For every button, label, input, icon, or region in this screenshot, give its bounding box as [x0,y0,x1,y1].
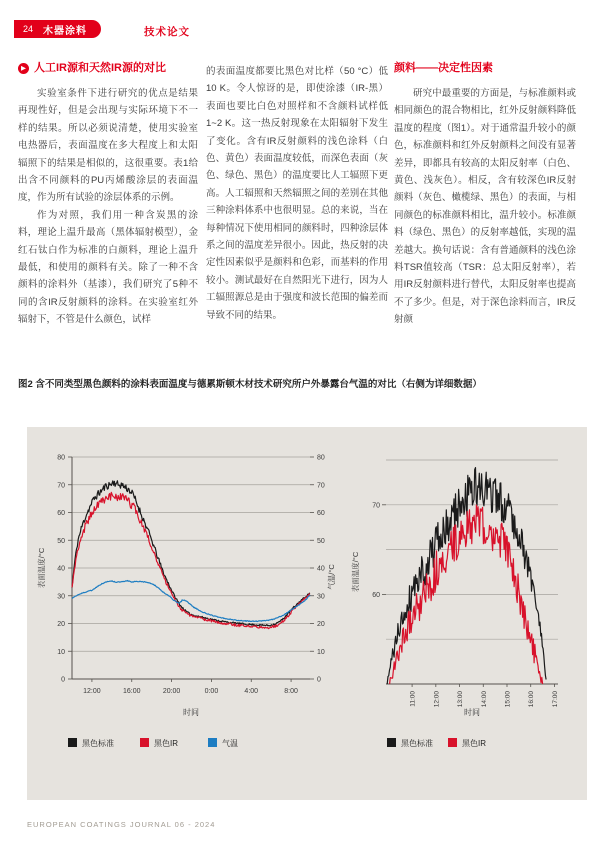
column-1-paragraph-1: 实验室条件下进行研究的优点是结果再现性好，但是会出现与实际环境下不一样的结果。所以必须说清楚，使用实验室电热器后，表面温度在多大程度上和太阳辐照下的结果是相似的，这很重要。表1给出含不同颜料的PU丙烯酸涂层的表面温度，作为所有试验的涂层体系的示例。 [18,88,198,204]
column-3-heading-text: 颜料——决定性因素 [394,62,493,74]
svg-text:20:00: 20:00 [162,688,181,695]
svg-text:30: 30 [317,593,325,601]
svg-text:表面温度/°C: 表面温度/°C [351,551,360,593]
column-3-heading [394,62,576,75]
svg-text:80: 80 [57,454,65,462]
page-number: 24 [23,24,34,34]
svg-text:11:00: 11:00 [409,691,417,707]
journal-footer: EUROPEAN COATINGS JOURNAL 06 - 2024 [27,820,216,829]
svg-text:60: 60 [57,510,65,517]
svg-text:黑色IR: 黑色IR [462,739,486,748]
header-badge [14,20,101,38]
svg-text:50: 50 [317,537,325,545]
column-1-heading [18,62,198,75]
svg-text:13:00: 13:00 [457,691,465,708]
svg-text:10: 10 [57,648,65,656]
arrow-bullet-icon: ▶ [18,63,29,74]
svg-text:气温: 气温 [222,739,238,748]
column-3 [394,62,576,329]
svg-text:黑色标准: 黑色标准 [401,739,433,748]
svg-text:70: 70 [317,482,325,490]
svg-text:时间: 时间 [183,708,199,717]
column-3-paragraph: 研究中最重要的方面是，与标准颜料或相同颜色的混合物相比，红外反射颜料降低温度的程度（图1）。对于通常温升较小的颜色，标准颜料和红外反射颜料之间没有显著差异，即都具有较高的太阳反射率（白色、黄色、浅灰色）。相反，含有较深色IR反射颜料（灰色、橄榄绿、黑色）的表面，与相同颜色的标准颜料相比，温升较小。标准颜料（绿色、黑色）的反射率越低，实现的温差越大。换句话说：含有普通颜料的浅色涂料TSR值较高（TSR：总太阳反射率），若用IR反射颜料进行替代，太阳反射率也提高不了多少。但是，对于深色涂料而言，IR反射颜 [394,88,576,326]
svg-text:表面温度/°C: 表面温度/°C [37,547,46,589]
svg-text:50: 50 [57,537,65,545]
svg-text:30: 30 [57,593,65,601]
svg-text:60: 60 [372,591,380,599]
column-1 [18,62,198,329]
svg-text:0:00: 0:00 [204,688,219,695]
svg-text:气温/°C: 气温/°C [327,564,336,590]
svg-text:12:00: 12:00 [83,688,101,695]
section-title: 木器涂料 [43,25,88,37]
svg-text:40: 40 [317,565,325,573]
svg-text:0: 0 [61,676,65,684]
svg-text:时间: 时间 [464,708,480,717]
svg-text:17:00: 17:00 [551,691,559,708]
svg-text:60: 60 [317,510,325,517]
svg-text:10: 10 [317,648,325,656]
temperature-charts-svg [27,427,587,800]
svg-text:15:00: 15:00 [504,691,512,708]
svg-text:14:00: 14:00 [480,691,488,708]
svg-text:8:00: 8:00 [284,688,298,695]
column-1-paragraph-2: 作为对照，我们用一种含炭黑的涂料，理论上温升最高（黑体辐射模型），金红石钛白作为标准的白颜料，理论上温升最低，和使用的颜料有关。除了一种不含颜料的涂料外（基漆），我们研究了5种不同的含IR反射颜料的涂料。在实验室红外辐射下，不管是什么颜色，试样 [18,209,198,326]
svg-text:12:00: 12:00 [433,691,441,708]
figure-panel [27,427,587,800]
svg-text:0: 0 [317,676,321,684]
column-2-paragraph: 的表面温度都要比黑色对比样（50 °C）低10 K。令人惊讶的是，即使涂漆（IR-黑）表面也要比白色对照样和不含颜料试样低1~2 K。这一热反射现象在太阳辐射下发生了变化。含有IR反射颜料的浅色涂料（白色、黄色）表面温度较低，而深色表面（灰色、绿色、黑色）的温度要比人工辐照下更高。人工辐照和天然辐照之间的差别在其他三种涂料体系中也很明显。总的来说，当在每种情况下使用相同的颜料时，四种涂层体系之间的温度差异很小。因此，热反射的决定性因素似乎是颜料和色彩，而基料的作用较小。测试最好在自然阳光下进行，因为人工辐照源总是由于强度和波长范围的偏差而导致不同的结果。 [206,66,388,321]
svg-text:黑色标准: 黑色标准 [82,739,114,748]
svg-text:16:00: 16:00 [122,688,141,695]
figure-caption: 图2 含不同类型黑色颜料的涂料表面温度与德累斯顿木材技术研究所户外暴露台气温的对比（右侧为详细数据） [18,379,482,390]
svg-text:4:00: 4:00 [244,688,259,695]
svg-text:40: 40 [57,565,65,573]
svg-text:16:00: 16:00 [528,691,536,708]
column-2 [206,63,388,324]
article-type-label: 技术论文 [144,26,190,38]
svg-text:80: 80 [317,454,325,462]
svg-text:20: 20 [317,621,325,628]
svg-text:70: 70 [372,502,380,510]
svg-text:70: 70 [57,482,65,490]
svg-text:黑色IR: 黑色IR [154,739,178,748]
svg-text:20: 20 [57,621,65,628]
column-1-heading-text: 人工IR源和天然IR源的对比 [34,62,166,74]
